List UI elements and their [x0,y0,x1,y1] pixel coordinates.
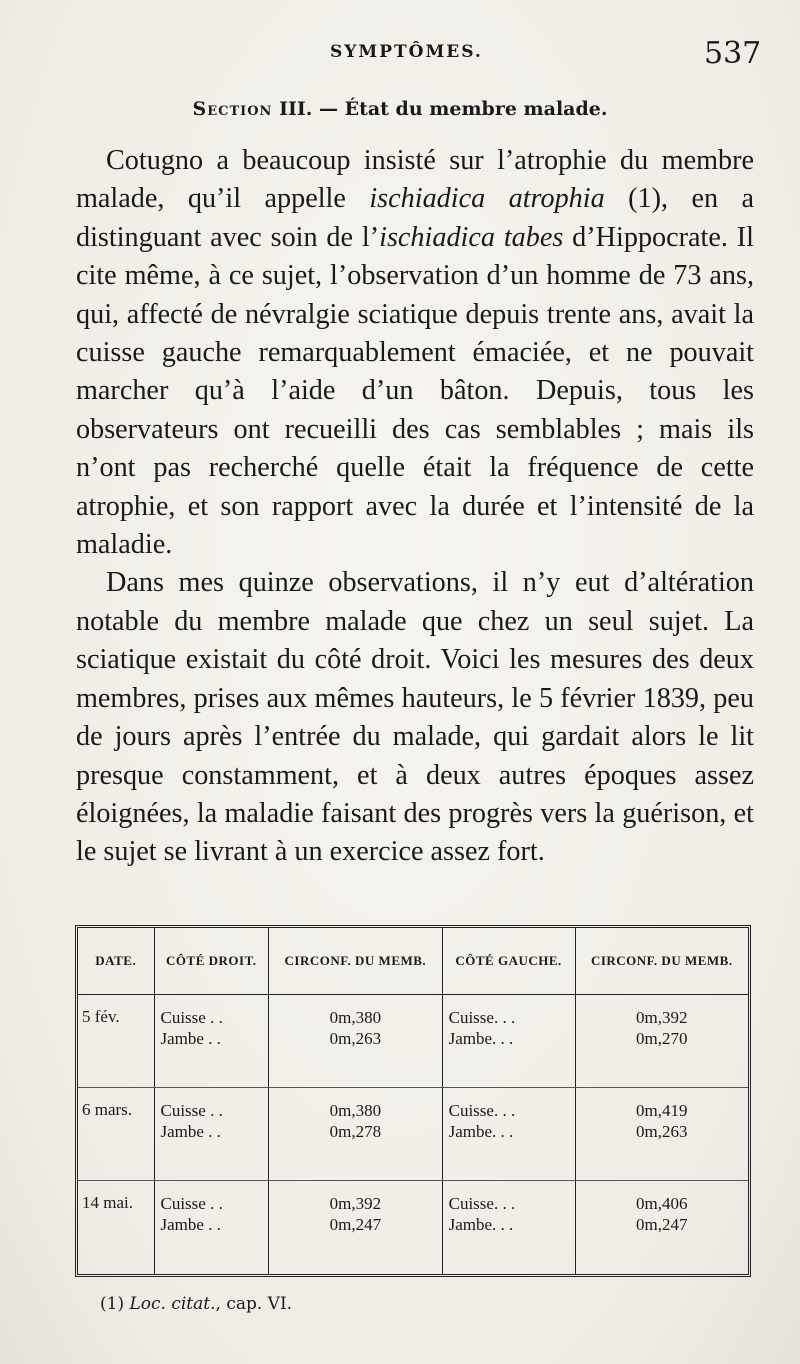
row-droit-parts [154,1181,269,1274]
cell: Cuisse . . [160,1101,223,1120]
body-text [76,142,754,872]
paragraph-1-part-a: Cotugno a beaucoup insisté sur l’atrophie du membre malade, qu’il appelle [76,145,754,215]
paragraph-1-part-e: d’Hippocrate. Il cite même, à ce sujet, l’observation d’un homme de 73 ans, qui, affecté de névralgie sciatique depuis trente ans, avait la cuisse gauche remarquablement émaciée, et ne pouvait marcher qu’à l’aide d’un bâton. Depuis, tous les observateurs ont recueilli des cas semblables ; mais ils n’ont pas recherché quelle était la fréquence de cette atrophie, et son rapport avec la durée et l’intensité de la maladie. [76,221,754,561]
row-date: 6 mars. [78,1088,154,1181]
paragraph-2: Dans mes quinze observations, il n’y eut d’altération notable du membre malade que chez un seul sujet. La sciatique existait du côté droit. Voici les mesures des deux membres, prises aux mêmes hauteurs, le 5 février 1839, peu de jours après l’entrée du malade, qui gardait alors le lit presque constamment, et à deux autres époques assez éloignées, la maladie faisant des progrès vers la guérison, et le sujet se livrant à un exercice assez fort. [76,567,754,868]
term-ischiadica-atrophia: ischiadica atrophia [369,183,605,215]
row-date: 14 mai. [82,1193,133,1212]
page-number: 537 [704,36,762,71]
term-ischiadica-tabes: ischiadica tabes [379,221,564,253]
section-label: Section [192,98,273,120]
section-number: III. [279,98,313,120]
row-gauche-values [575,1088,748,1181]
cell: 0m,278 [329,1122,382,1141]
footnote-ref: Loc. citat. [129,1294,216,1314]
cell: 0m,406 [636,1194,688,1213]
footnote-marker: (1) [100,1294,125,1314]
header-date: DATE. [78,928,154,995]
row-gauche-values [575,1181,748,1274]
row-droit-parts [154,1088,269,1181]
row-gauche-parts [442,1181,575,1274]
cell: Cuisse. . . [448,1194,516,1213]
header-circonf-gauche: CIRCONF. DU MEMB. [575,928,748,995]
cell: 0m,263 [329,1029,382,1048]
footnote [100,1294,292,1314]
table-header-row [78,928,748,995]
cell: 0m,419 [636,1101,688,1120]
cell: Jambe. . . [448,1215,514,1234]
running-head: SYMPTÔMES. [330,42,483,62]
cell: 0m,392 [636,1008,688,1027]
table-row [78,1088,748,1181]
cell: 0m,247 [636,1215,688,1234]
section-heading [0,98,800,120]
row-gauche-values [575,995,748,1088]
row-gauche-parts [442,1088,575,1181]
row-droit-values [269,995,443,1088]
table-row [78,1181,748,1274]
cell: Cuisse. . . [448,1101,516,1120]
cell: 0m,380 [329,1008,382,1027]
cell: Jambe . . [160,1215,221,1234]
cell: 0m,392 [329,1194,382,1213]
header-circonf-droit: CIRCONF. DU MEMB. [269,928,443,995]
paragraph-1 [76,142,754,564]
section-title: — État du membre malade. [318,98,608,120]
footnote-rest: , cap. VI. [215,1294,293,1314]
measurements-table [75,925,751,1277]
cell: Jambe . . [160,1029,221,1048]
header-cote-droit: CÔTÉ DROIT. [154,928,269,995]
cell: 0m,380 [329,1101,382,1120]
cell: 0m,247 [329,1215,382,1234]
row-gauche-parts [442,995,575,1088]
table-row [78,995,748,1088]
cell: Cuisse . . [160,1008,223,1027]
cell: Jambe. . . [448,1029,514,1048]
row-droit-values [269,1088,443,1181]
cell: 0m,270 [636,1029,688,1048]
row-date: 5 fév. [78,995,154,1088]
paragraph-1-part-c: (1), en a distinguant avec soin de l’ [76,183,754,253]
cell: Jambe. . . [448,1122,514,1141]
row-droit-values [269,1181,443,1274]
cell: Jambe . . [160,1122,221,1141]
header-cote-gauche: CÔTÉ GAUCHE. [442,928,575,995]
page-header [0,38,800,78]
cell: Cuisse. . . [448,1008,516,1027]
cell: 0m,263 [636,1122,688,1141]
cell: Cuisse . . [160,1194,223,1213]
row-droit-parts [154,995,269,1088]
